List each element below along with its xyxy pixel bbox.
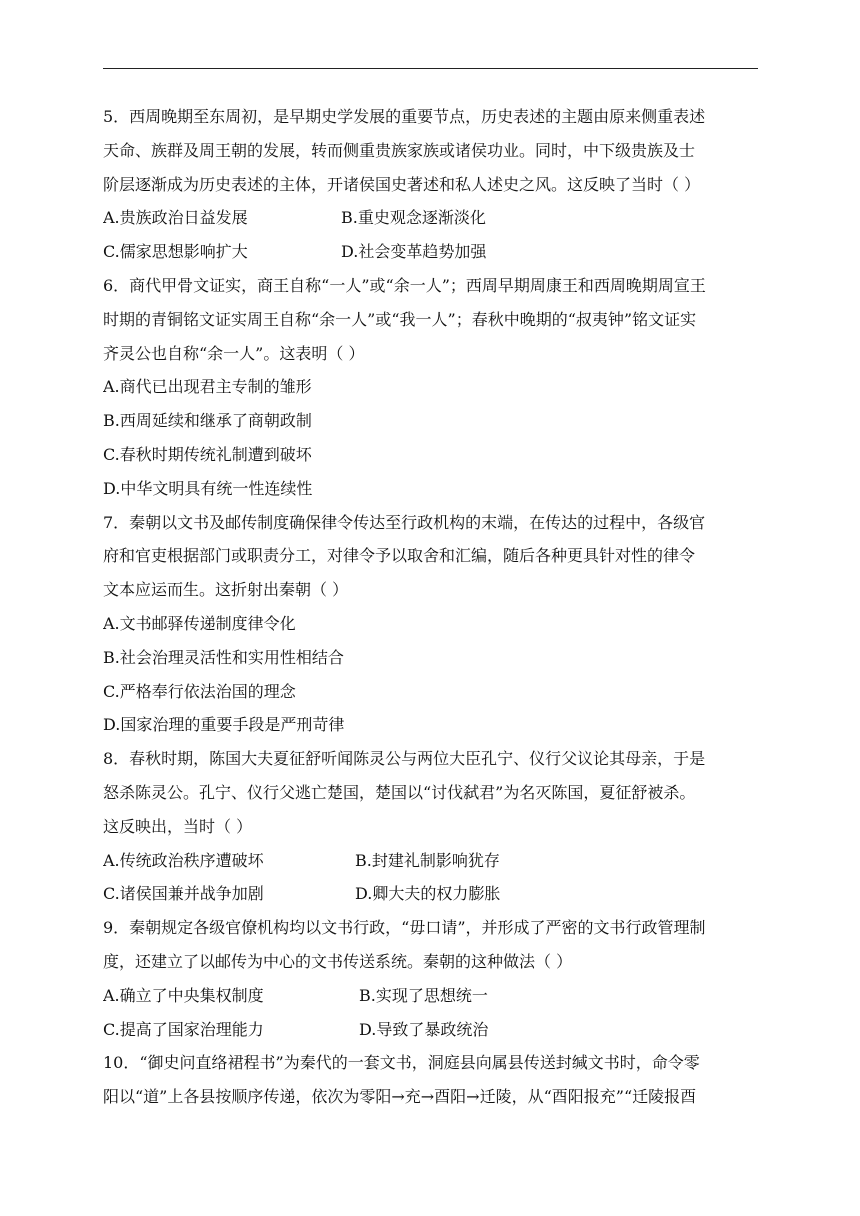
option-row — [103, 979, 763, 1013]
question-10 — [103, 1046, 763, 1114]
question-stem-line: 7．秦朝以文书及邮传制度确保律令传达至行政机构的末端，在传达的过程中，各级官 — [103, 512, 706, 532]
question-6 — [103, 269, 763, 506]
question-stem-line: 度，还建立了以邮传为中心的文书传送系统。秦朝的这种做法（ ） — [103, 951, 573, 971]
option-c: C.儒家思想影响扩大 — [103, 242, 248, 262]
question-stem-line: 6．商代甲骨文证实，商王自称“一人”或“余一人”；西周早期周康王和西周晚期周宣王 — [103, 275, 706, 295]
question-stem-line: 5．西周晚期至东周初，是早期史学发展的重要节点，历史表述的主题由原来侧重表述 — [103, 107, 706, 126]
question-stem-line: 阳以“道”上各县按顺序传递，依次为零阳→充→酉阳→迁陵，从“酉阳报充”“迁陵报酉 — [103, 1087, 697, 1107]
option-row — [103, 844, 763, 878]
option-b: B.西周延续和继承了商朝政制 — [103, 411, 312, 431]
option-row — [103, 877, 763, 911]
question-stem-line: 10．“御史问直络裙程书”为秦代的一套文书，洞庭县向属县传送封缄文书时，命令零 — [103, 1053, 700, 1073]
option-c: C.春秋时期传统礼制遭到破坏 — [103, 444, 312, 464]
option-a: A.文书邮驿传递制度律令化 — [103, 613, 296, 633]
option-row — [103, 235, 763, 269]
option-c: C.提高了国家治理能力 — [103, 1019, 264, 1039]
question-5 — [103, 100, 763, 269]
question-stem-line: 齐灵公也自称“余一人”。这表明（ ） — [103, 343, 365, 363]
header-rule — [103, 68, 758, 69]
option-d: D.导致了暴政统治 — [359, 1019, 489, 1039]
option-a: A.贵族政治日益发展 — [103, 208, 248, 228]
option-a: A.传统政治秩序遭破坏 — [103, 850, 264, 870]
question-stem-line: 阶层逐渐成为历史表述的主体，开诸侯国史著述和私人述史之风。这反映了当时（ ） — [103, 174, 701, 194]
question-stem-line: 文本应运而生。这折射出秦朝（ ） — [103, 580, 349, 600]
option-d: D.国家治理的重要手段是严刑苛律 — [103, 715, 345, 735]
option-row — [103, 1013, 763, 1047]
option-b: B.实现了思想统一 — [359, 985, 488, 1005]
option-d: D.中华文明具有统一性连续性 — [103, 478, 313, 498]
option-b: B.重史观念逐渐淡化 — [341, 208, 486, 228]
question-stem-line: 9．秦朝规定各级官僚机构均以文书行政，“毋口请”，并形成了严密的文书行政管理制 — [103, 918, 706, 938]
option-a: A.确立了中央集权制度 — [103, 985, 264, 1005]
question-stem-line: 府和官吏根据部门或职责分工，对律令予以取舍和汇编，随后各种更具针对性的律令 — [103, 546, 696, 566]
question-7 — [103, 506, 763, 743]
option-d: D.社会变革趋势加强 — [341, 242, 487, 262]
question-stem-line: 天命、族群及周王朝的发展，转而侧重贵族家族或诸侯功业。同时，中下级贵族及士 — [103, 140, 696, 160]
question-stem-line: 时期的青铜铭文证实周王自称“余一人”或“我一人”；春秋中晚期的“叔夷钟”铭文证实 — [103, 309, 697, 329]
option-c: C.严格奉行依法治国的理念 — [103, 681, 296, 701]
option-d: D.卿大夫的权力膨胀 — [355, 884, 501, 904]
question-9 — [103, 911, 763, 1046]
option-a: A.商代已出现君主专制的雏形 — [103, 377, 312, 397]
question-stem-line: 8．春秋时期，陈国大夫夏征舒听闻陈灵公与两位大臣孔宁、仪行父议论其母亲，于是 — [103, 749, 706, 769]
question-8 — [103, 742, 763, 911]
option-row — [103, 201, 763, 235]
exam-content — [103, 100, 763, 1114]
question-stem-line: 这反映出，当时（ ） — [103, 816, 253, 836]
question-stem-line: 怒杀陈灵公。孔宁、仪行父逃亡楚国，楚国以“讨伐弑君”为名灭陈国，夏征舒被杀。 — [103, 782, 696, 802]
option-c: C.诸侯国兼并战争加剧 — [103, 884, 264, 904]
option-b: B.封建礼制影响犹存 — [355, 850, 500, 870]
option-b: B.社会治理灵活性和实用性相结合 — [103, 647, 344, 667]
